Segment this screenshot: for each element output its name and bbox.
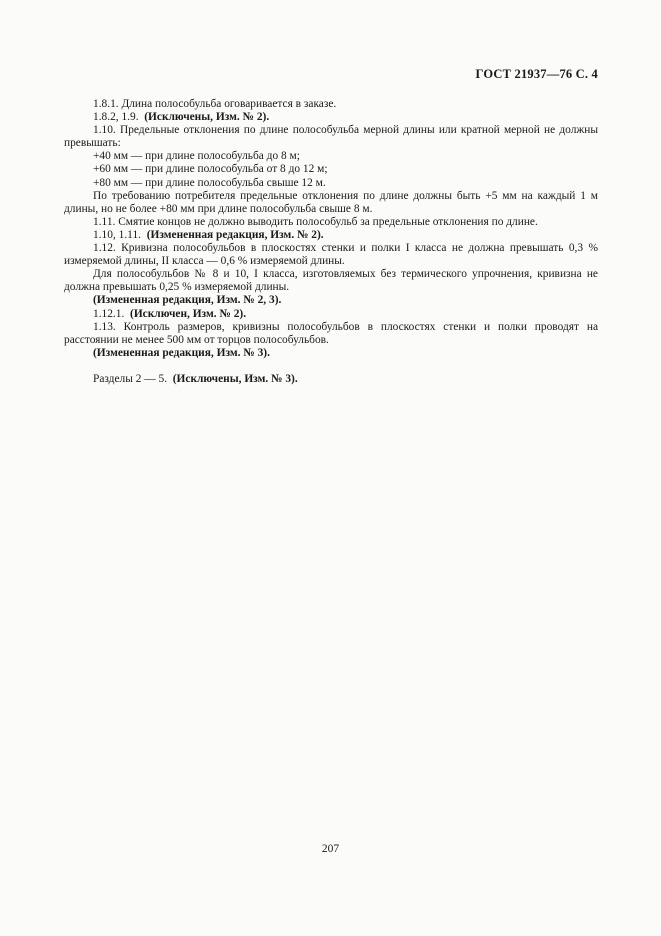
amendment-note: (Измененная редакция, Изм. № 2, 3). — [93, 294, 282, 307]
clause-number: Разделы 2 — 5. — [93, 372, 168, 385]
clause-number: 1.10, 1.11. — [93, 228, 141, 241]
amendment-note: (Исключены, Изм. № 3). — [172, 372, 298, 385]
amendment-note: (Измененная редакция, Изм. № 3). — [93, 346, 270, 359]
paragraph-sections — [64, 373, 598, 386]
paragraph-1-13: 1.13. Контроль размеров, кривизны полособульбов в плоскостях стенки и полки проводят на расстоянии не менее 500 мм от торцов полособульбов. — [64, 320, 598, 346]
document-body — [64, 98, 598, 386]
paragraph-1-8-1: 1.8.1. Длина полособульба оговаривается в заказе. — [93, 98, 337, 110]
list-item: +80 мм — при длине полособульба свыше 12 м. — [93, 176, 326, 189]
list-item: +60 мм — при длине полособульба от 8 до 12 м; — [93, 163, 328, 176]
paragraph-1-11: 1.11. Смятие концов не должно выводить полособульб за предельные отклонения по длине. — [93, 215, 538, 228]
clause-number: 1.12.1. — [93, 307, 125, 320]
list-item: +40 мм — при длине полособульба до 8 м; — [93, 150, 300, 163]
page-header: ГОСТ 21937—76 С. 4 — [475, 67, 598, 81]
amendment-note: (Исключены, Изм. № 2). — [144, 111, 270, 124]
paragraph-1-12: 1.12. Кривизна полособульбов в плоскостях стенки и полки I класса не должна превышать 0,3 % измеряемой длины, II класса — 0,6 % измеряемой длины. — [64, 242, 598, 268]
paragraph-1-12-extra: Для полособульбов № 8 и 10, I класса, изготовляемых без термического упрочнения, кривизна не должна превышать 0,25 % измеряемой длины. — [64, 268, 598, 294]
paragraph-1-10: 1.10. Предельные отклонения по длине полособульба мерной длины или кратной мерной не должны превышать: — [64, 124, 598, 150]
paragraph-requirement: По требованию потребителя предельные отклонения по длине должны быть +5 мм на каждый 1 м длины, но не более +80 мм при длине полособульба свыше 8 м. — [64, 189, 598, 215]
paragraph-1-8-2 — [64, 111, 598, 124]
amendment-note: (Исключен, Изм. № 2). — [130, 307, 247, 320]
page-number: 207 — [321, 843, 340, 855]
spacer — [64, 360, 598, 373]
clause-number: 1.8.2, 1.9. — [93, 111, 139, 124]
paragraph-1-10-1-11-note — [64, 229, 598, 242]
paragraph-1-12-1 — [64, 308, 598, 321]
amendment-note: (Измененная редакция, Изм. № 2). — [146, 228, 324, 241]
